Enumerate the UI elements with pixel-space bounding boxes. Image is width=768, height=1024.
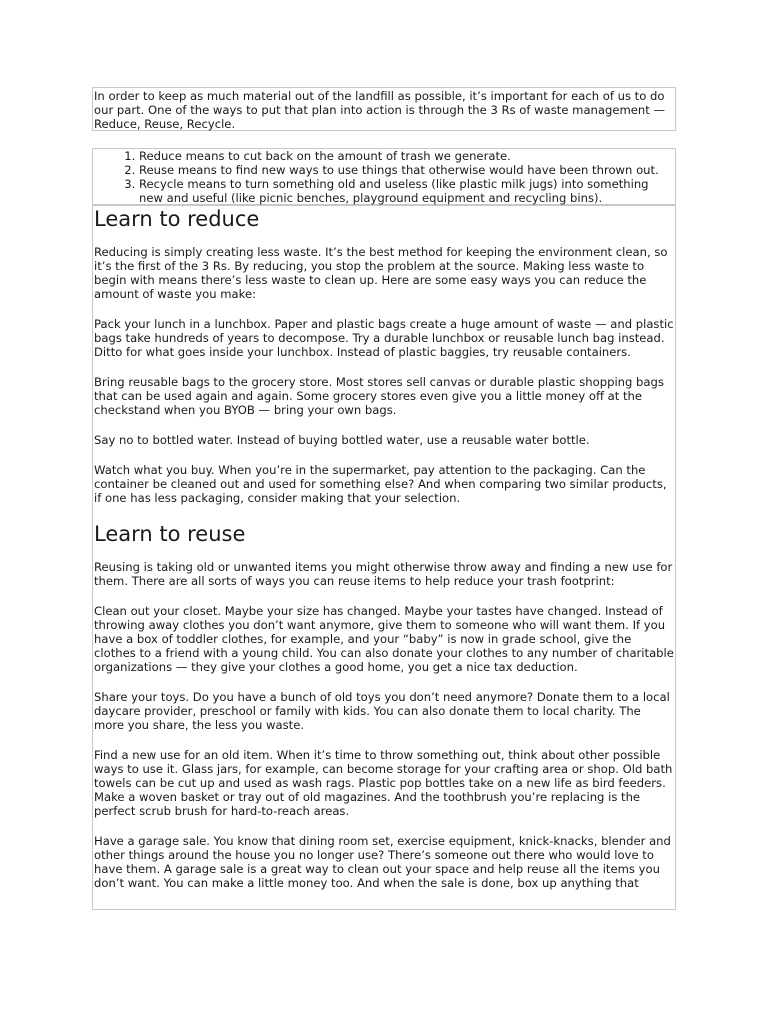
list-item: 2. Reuse means to find new ways to use things that otherwise would have been thrown out. (139, 163, 675, 177)
reuse-paragraph: Share your toys. Do you have a bunch of old toys you don’t need anymore? Donate them to a local daycare provider, preschool or family with kids. You can also donate them to local charity. The more you share, the less you waste. (94, 690, 670, 732)
list-item: 1. Reduce means to cut back on the amount of trash we generate. (139, 149, 675, 163)
reduce-heading: Learn to reduce (94, 207, 260, 231)
three-rs-list (93, 149, 675, 205)
reuse-paragraph: Reusing is taking old or unwanted items you might otherwise throw away and finding a new use for them. There are all sorts of ways you can reuse items to help reduce your trash footprint: (94, 560, 673, 588)
reuse-heading: Learn to reuse (94, 522, 246, 546)
three-rs-list-box (92, 148, 676, 205)
intro-paragraph: In order to keep as much material out of the landfill as possible, it’s important for each of us to do our part. One of the ways to put that plan into action is through the 3 Rs of waste management — Reduce, Reuse, Recycle. (94, 89, 666, 131)
reduce-paragraph: Bring reusable bags to the grocery store. Most stores sell canvas or durable plastic shopping bags that can be used again and again. Some grocery stores even give you a little money off at the checkstand when you BYOB — bring your own bags. (94, 375, 664, 417)
reduce-paragraph: Watch what you buy. When you’re in the supermarket, pay attention to the packaging. Can the container be cleaned out and used for something else? And when comparing two similar products, if one has less packaging, consider making that your selection. (94, 463, 667, 505)
list-item: 3. Recycle means to turn something old and useless (like plastic milk jugs) into something new and useful (like picnic benches, playground equipment and recycling bins). (139, 177, 675, 205)
reduce-paragraph: Reducing is simply creating less waste. It’s the best method for keeping the environment clean, so it’s the first of the 3 Rs. By reducing, you stop the problem at the source. Making less waste to begin with means there’s less waste to clean up. Here are some easy ways you can reduce the amount of waste you make: (94, 245, 668, 301)
reuse-paragraph: Have a garage sale. You know that dining room set, exercise equipment, knick-knacks, blender and other things around the house you no longer use? There’s someone out there who would love to have them. A garage sale is a great way to clean out your space and help reuse all the items you don’t want. You can make a little money too. And when the sale is done, box up anything that (94, 834, 671, 890)
reuse-paragraph: Find a new use for an old item. When it’s time to throw something out, think about other possible ways to use it. Glass jars, for example, can become storage for your crafting area or shop. Old bath towels can be cut up and used as wash rags. Plastic pop bottles take on a new life as bird feeders. Make a woven basket or tray out of old magazines. And the toothbrush you’re replacing is the perfect scrub brush for hard-to-reach areas. (94, 748, 673, 818)
reduce-paragraph: Pack your lunch in a lunchbox. Paper and plastic bags create a huge amount of waste — and plastic bags take hundreds of years to decompose. Try a durable lunchbox or reusable lunch bag instead. Ditto for what goes inside your lunchbox. Instead of plastic baggies, try reusable containers. (94, 317, 674, 359)
reuse-paragraph: Clean out your closet. Maybe your size has changed. Maybe your tastes have changed. Instead of throwing away clothes you don’t want anymore, give them to someone who will want them. If you have a box of toddler clothes, for example, and your “baby” is now in grade school, give the clothes to a friend with a young child. You can also donate your clothes to any number of charitable organizations — they give your clothes a good home, you get a nice tax deduction. (94, 604, 674, 674)
reduce-paragraph: Say no to bottled water. Instead of buying bottled water, use a reusable water bottle. (94, 433, 590, 447)
main-content (92, 205, 676, 910)
intro-box (92, 87, 676, 131)
